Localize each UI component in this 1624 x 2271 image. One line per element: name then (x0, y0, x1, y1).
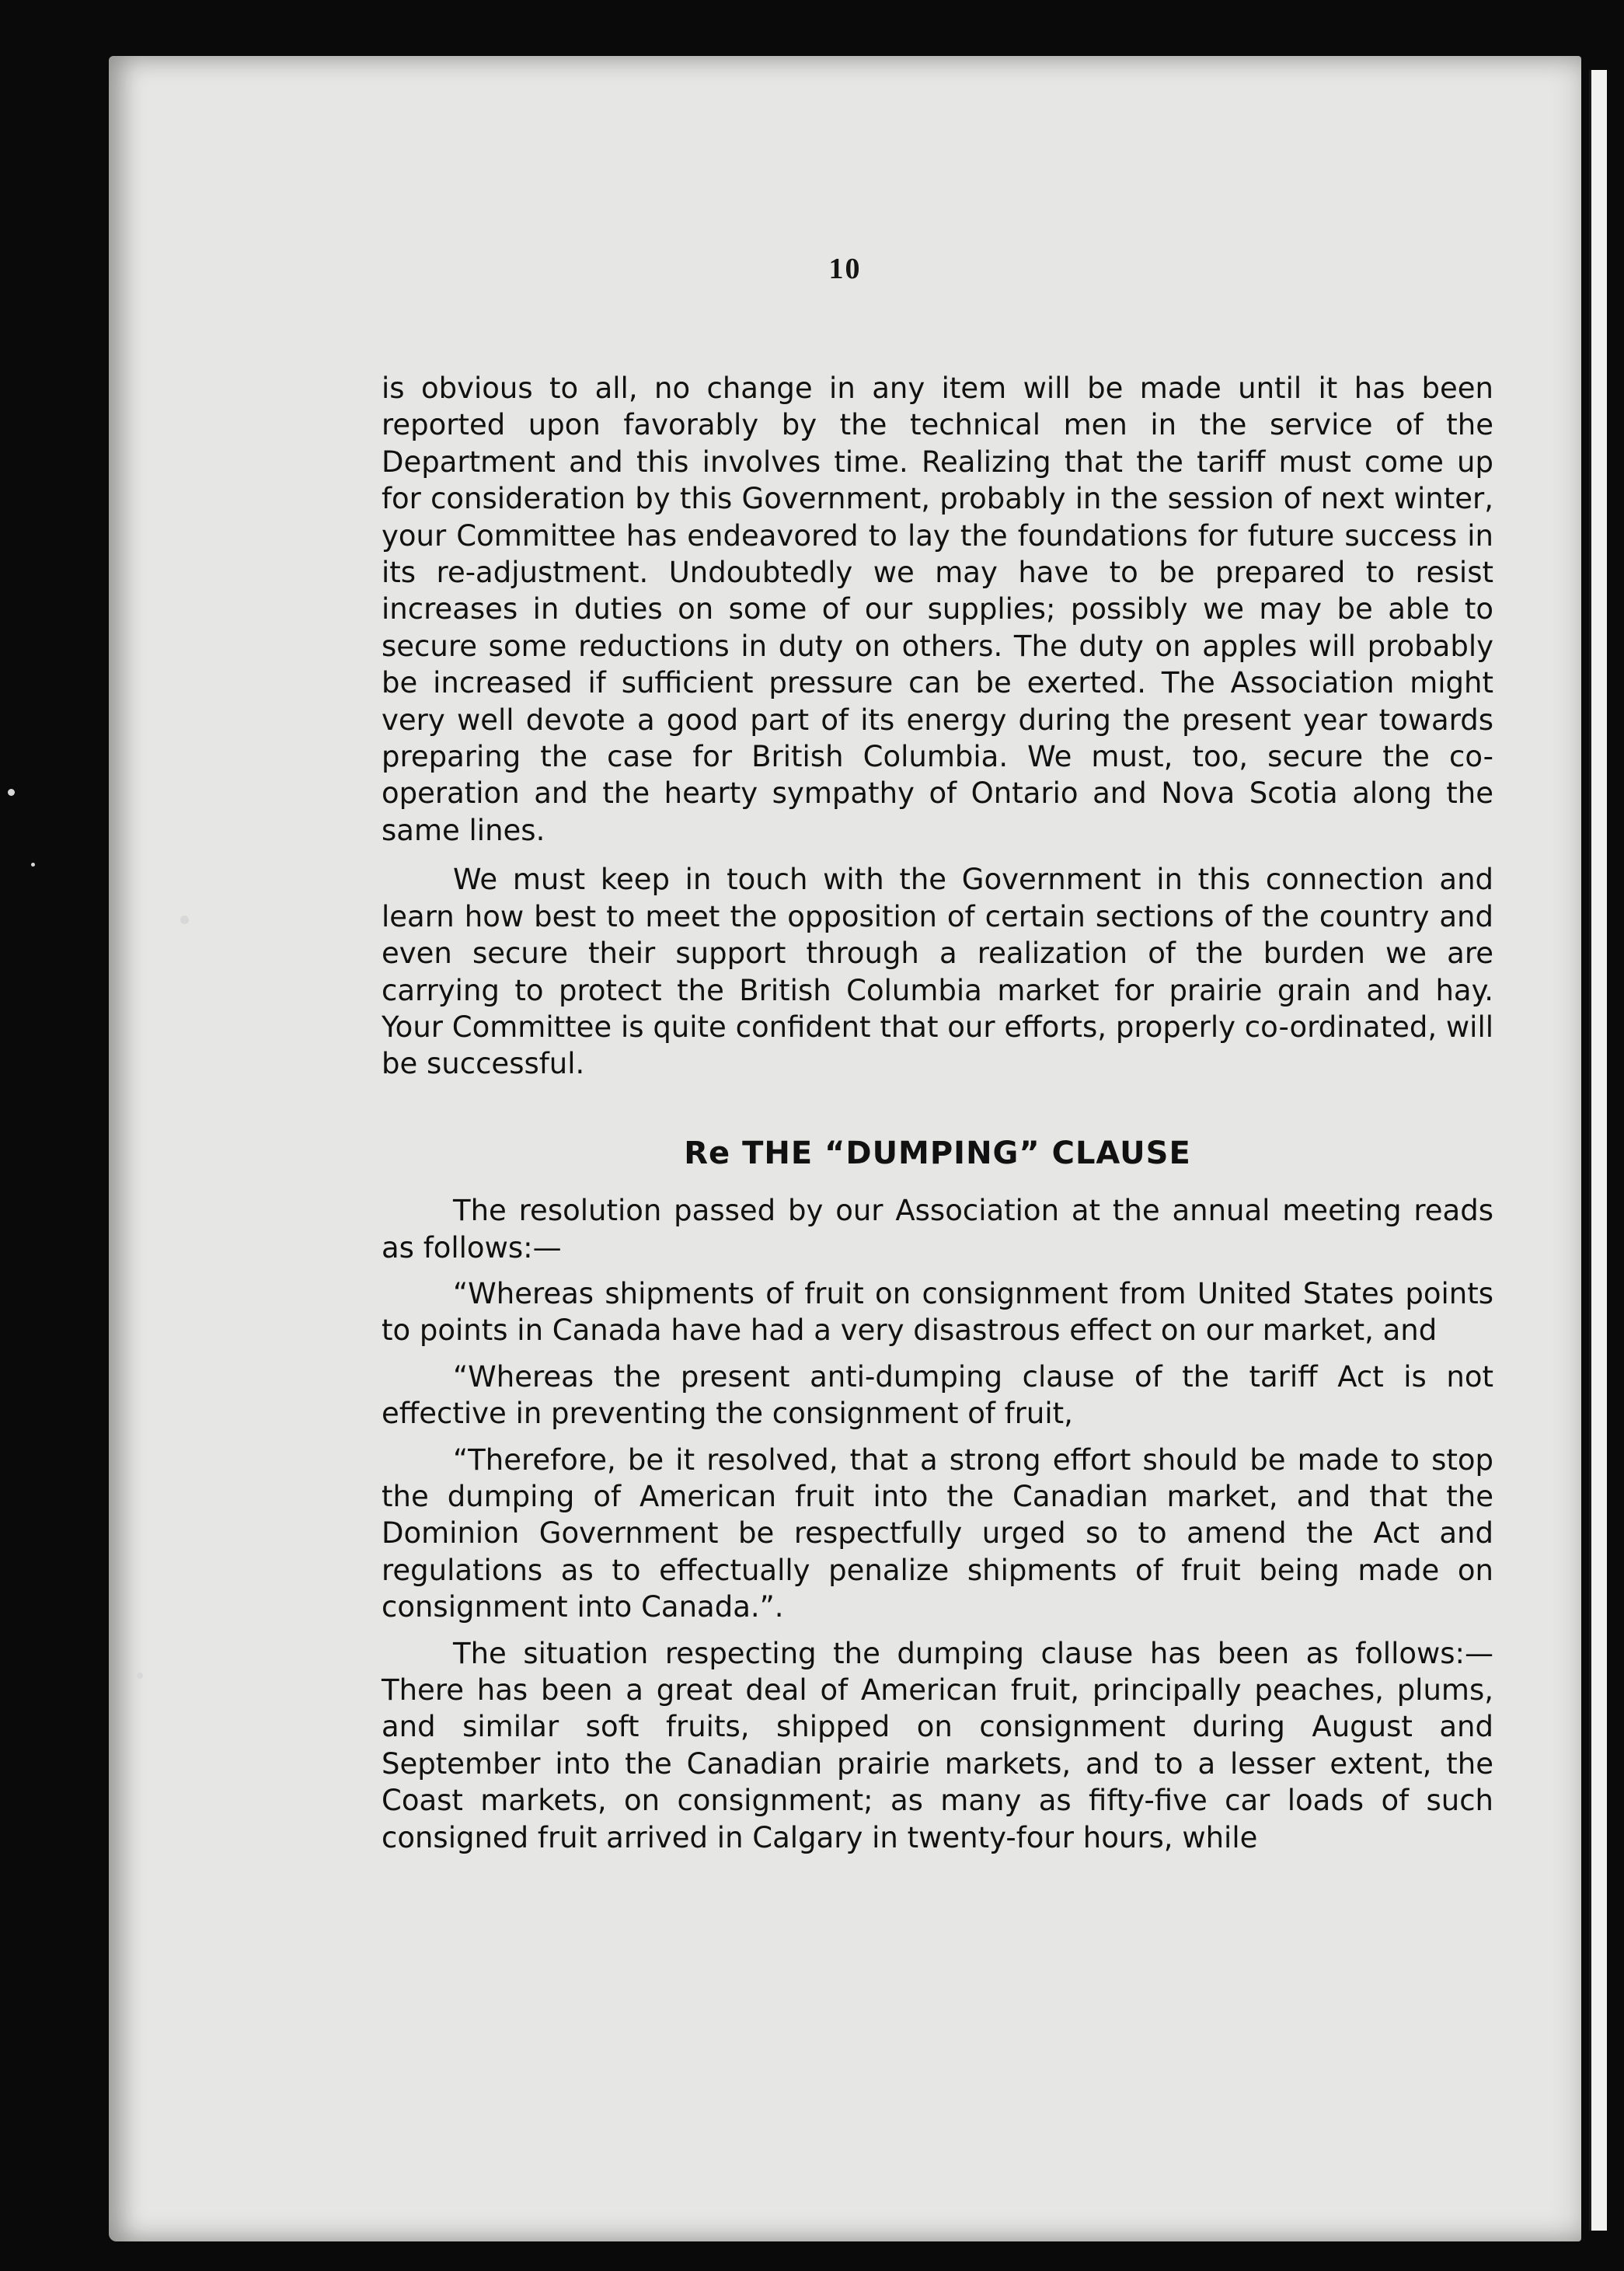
paragraph: The situation respecting the dumping clause has been as follows:—There has been a great deal of American fruit, principally peaches, plums, and similar soft fruits, shipped on consignment during August and September into the Canadian prairie markets, and to a lesser extent, the Coast markets, on consignment; as many as fifty-five car loads of such consigned fruit arrived in Calgary in twenty-four hours, while (382, 1636, 1493, 1854)
scan-speck (8, 789, 15, 796)
quoted-paragraph: “Therefore, be it resolved, that a strong effort should be made to stop the dumping of American fruit into the Canadian market, and that the Dominion Government be respectfully urged so to amend the Act and regulations as to effectually penalize shipments of fruit being made on consignment into Canada.”. (382, 1442, 1493, 1624)
paragraph: We must keep in touch with the Government in this connection and learn how best to meet the opposition of certain sections of the country and even secure their support through a realization of the burden we are carrying to protect the British Columbia market for prairie grain and hay. Your Committee is quite confident that our efforts, properly co-ordinated, will be successful. (382, 863, 1493, 1081)
quoted-paragraph: “Whereas the present anti-dumping clause of the tariff Act is not effective in preventing the consignment of fruit, (382, 1359, 1493, 1431)
scanned-page (109, 56, 1581, 2241)
page-number: 10 (828, 253, 862, 285)
scan-speck (180, 916, 189, 924)
section-heading: Re THE “DUMPING” CLAUSE (684, 1135, 1191, 1171)
scan-speck (137, 1673, 143, 1679)
adjacent-page-edge (1589, 70, 1607, 2231)
scan-speck (31, 863, 35, 867)
paragraph-continued: is obvious to all, no change in any item will be made until it has been reported upon favorably by the technical men in the service of the Department and this involves time. Realizing that the tariff must come up for consideration by this Government, probably in the session of next winter, your Committee has endeavored to lay the foundations for future success in its re-adjustment. Undoubtedly we may have to be prepared to resist increases in duties on some of our supplies; possibly we may be able to secure some reductions in duty on others. The duty on apples will probably be increased if sufficient pressure can be exerted. The Association might very well devote a good part of its energy during the present year towards preparing the case for British Columbia. We must, too, secure the co-operation and the hearty sympathy of Ontario and Nova Scotia along the same lines. (382, 372, 1493, 847)
body-text (382, 370, 1493, 1856)
quoted-paragraph: “Whereas shipments of fruit on consignment from United States points to points in Canada have had a very disastrous effect on our market, and (382, 1276, 1493, 1348)
paragraph: The resolution passed by our Association at the annual meeting reads as follows:— (382, 1194, 1493, 1265)
